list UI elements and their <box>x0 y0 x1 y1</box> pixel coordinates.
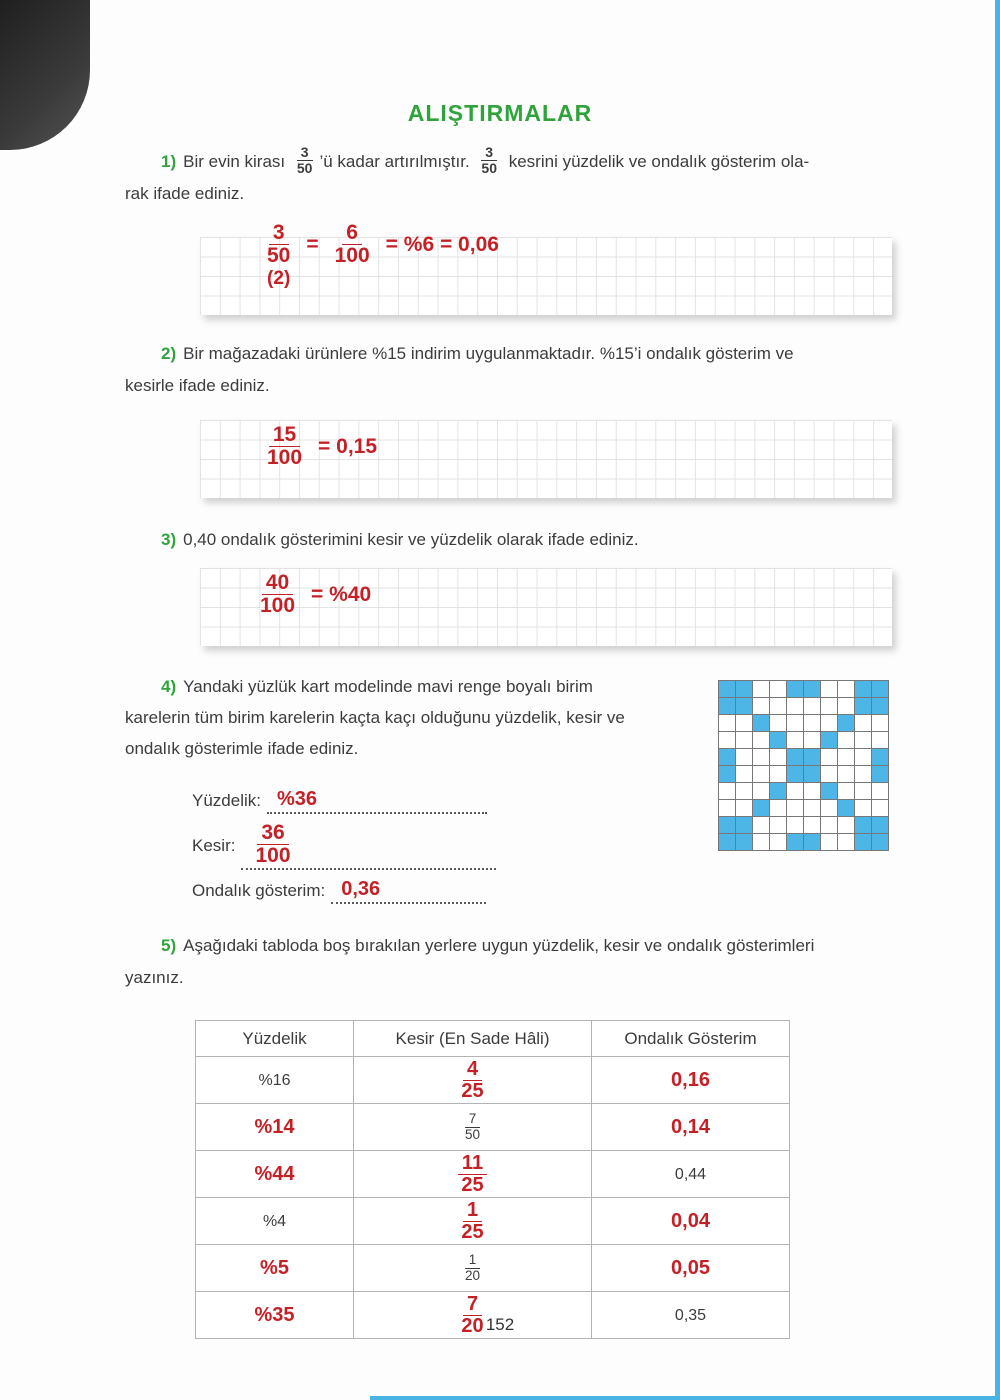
grid-cell-white <box>821 715 838 732</box>
page-curl-shadow <box>0 0 90 150</box>
answer-fraction-6-100: $\frac{6}{100}$ <box>334 221 370 268</box>
cell-yuzdelik: %35 <box>196 1292 354 1339</box>
question-1-text-a: Bir evin kirası <box>183 152 286 171</box>
grid-cell-white <box>855 732 872 749</box>
grid-cell-white <box>838 681 855 698</box>
grid-cell-white <box>753 766 770 783</box>
grid-cell-blue <box>804 766 821 783</box>
grid-cell-white <box>838 732 855 749</box>
grid-cell-blue <box>855 817 872 834</box>
grid-cell-white <box>872 783 889 800</box>
header-yuzdelik: Yüzdelik <box>196 1021 354 1057</box>
header-ondalik: Ondalık Gösterim <box>592 1021 790 1057</box>
question-5-line-1 <box>161 930 925 962</box>
grid-cell-blue <box>736 817 753 834</box>
cell-yuzdelik: %44 <box>196 1151 354 1198</box>
page-edge-right <box>995 0 1000 1400</box>
q4-answer-decimal <box>192 878 486 904</box>
grid-cell-white <box>753 681 770 698</box>
table-row <box>196 1245 790 1292</box>
inline-fraction-3-50-b: $\frac{3}{50}$ <box>481 144 497 177</box>
question-1-line-1 <box>161 146 925 178</box>
grid-cell-white <box>821 681 838 698</box>
grid-cell-blue <box>770 783 787 800</box>
question-1-line-2: rak ifade ediniz. <box>125 184 245 203</box>
page-edge-bottom <box>370 1396 1000 1400</box>
grid-cell-white <box>855 783 872 800</box>
grid-cell-white <box>872 715 889 732</box>
grid-cell-white <box>753 834 770 851</box>
cell-ondalik: 0,04 <box>592 1198 790 1245</box>
cell-kesir <box>354 1198 592 1245</box>
grid-cell-blue <box>719 834 736 851</box>
table-row <box>196 1151 790 1198</box>
question-2-line-2: kesirle ifade ediniz. <box>125 376 270 395</box>
grid-cell-white <box>719 783 736 800</box>
question-5-number: 5) <box>161 936 177 955</box>
grid-cell-blue <box>787 681 804 698</box>
question-4 <box>125 671 705 764</box>
cell-kesir <box>354 1104 592 1151</box>
cell-ondalik: 0,16 <box>592 1057 790 1104</box>
grid-cell-white <box>787 800 804 817</box>
question-3 <box>125 524 925 556</box>
hundred-grid <box>718 680 889 851</box>
grid-cell-blue <box>804 834 821 851</box>
grid-cell-white <box>770 749 787 766</box>
question-4-text-a: Yandaki yüzlük kart modelinde mavi renge boyalı birim <box>183 677 593 696</box>
grid-cell-white <box>753 817 770 834</box>
grid-cell-white <box>787 732 804 749</box>
answer-3 <box>256 572 371 617</box>
cell-yuzdelik: %4 <box>196 1198 354 1245</box>
grid-cell-white <box>770 817 787 834</box>
grid-cell-blue <box>719 817 736 834</box>
grid-cell-white <box>753 732 770 749</box>
answer-fraction-15-100: $\frac{15}{100}$ <box>267 423 303 470</box>
question-1-number: 1) <box>161 152 177 171</box>
q4-percent-value: %36 <box>276 788 318 810</box>
grid-cell-blue <box>872 817 889 834</box>
question-2-number: 2) <box>161 344 177 363</box>
grid-cell-blue <box>753 715 770 732</box>
answer-1 <box>263 221 499 290</box>
grid-cell-white <box>872 800 889 817</box>
grid-cell-blue <box>787 766 804 783</box>
cell-yuzdelik: %14 <box>196 1104 354 1151</box>
cell-ondalik: 0,44 <box>592 1151 790 1198</box>
cell-kesir <box>354 1057 592 1104</box>
grid-cell-blue <box>719 681 736 698</box>
grid-cell-blue <box>787 749 804 766</box>
grid-cell-white <box>804 800 821 817</box>
grid-cell-white <box>787 817 804 834</box>
table-row <box>196 1057 790 1104</box>
grid-cell-blue <box>753 800 770 817</box>
grid-cell-white <box>736 783 753 800</box>
question-3-number: 3) <box>161 530 177 549</box>
expansion-note: (2) <box>267 268 291 290</box>
table-fraction: $\frac{4}{25}$ <box>461 1058 484 1102</box>
question-4-line-3: ondalık gösterimle ifade ediniz. <box>125 739 359 758</box>
grid-cell-white <box>719 800 736 817</box>
grid-cell-white <box>787 698 804 715</box>
inline-fraction-3-50: $\frac{3}{50}$ <box>296 144 313 177</box>
question-4-line-1 <box>161 671 705 702</box>
grid-cell-white <box>770 698 787 715</box>
cell-ondalik: 0,35 <box>592 1292 790 1339</box>
grid-cell-white <box>770 834 787 851</box>
grid-cell-blue <box>821 732 838 749</box>
question-4-number: 4) <box>161 677 177 696</box>
question-4-line-2: karelerin tüm birim karelerin kaçta kaçı olduğunu yüzdelik, kesir ve <box>125 708 625 727</box>
cell-kesir <box>354 1245 592 1292</box>
grid-cell-blue <box>804 749 821 766</box>
grid-cell-white <box>821 766 838 783</box>
grid-cell-white <box>804 732 821 749</box>
grid-cell-white <box>770 800 787 817</box>
grid-cell-blue <box>872 834 889 851</box>
table-fraction: $\frac{11}{25}$ <box>457 1153 487 1195</box>
grid-cell-white <box>736 766 753 783</box>
cell-kesir <box>354 1151 592 1198</box>
q4-answer-fraction <box>192 822 496 870</box>
grid-cell-white <box>821 800 838 817</box>
q5-table-body <box>196 1057 790 1339</box>
q4-answer-percent <box>192 788 487 814</box>
label-yuzdelik: Yüzdelik: <box>192 791 261 810</box>
grid-cell-white <box>787 783 804 800</box>
question-2-line-1 <box>161 338 925 370</box>
grid-cell-white <box>804 698 821 715</box>
grid-cell-white <box>804 715 821 732</box>
grid-cell-blue <box>855 834 872 851</box>
question-1 <box>125 146 925 210</box>
grid-cell-white <box>736 800 753 817</box>
cell-ondalik: 0,14 <box>592 1104 790 1151</box>
answer-2-rest: = 0,15 <box>318 434 378 458</box>
grid-cell-white <box>838 817 855 834</box>
header-row <box>196 1021 790 1057</box>
grid-cell-white <box>753 783 770 800</box>
grid-cell-blue <box>838 715 855 732</box>
cell-yuzdelik: %16 <box>196 1057 354 1104</box>
grid-cell-white <box>855 749 872 766</box>
page-title: ALIŞTIRMALAR <box>407 100 593 126</box>
grid-cell-blue <box>719 698 736 715</box>
grid-cell-white <box>753 749 770 766</box>
question-5 <box>125 930 925 994</box>
table-fraction: $\frac{7}{50}$ <box>464 1110 481 1142</box>
question-5-text-a: Aşağıdaki tabloda boş bırakılan yerlere uygun yüzdelik, kesir ve ondalık gösterimleri <box>183 936 815 955</box>
page-number: 152 <box>485 1315 515 1334</box>
grid-cell-blue <box>736 834 753 851</box>
question-1-text-b: ’ü kadar artırılmıştır. <box>319 152 470 171</box>
equals-sign: = <box>306 232 319 256</box>
q5-table-head <box>196 1021 790 1057</box>
question-2-text-a: Bir mağazadaki ürünlere %15 indirim uygulanmaktadır. %15’i ondalık gösterim ve <box>183 344 794 363</box>
grid-cell-blue <box>770 732 787 749</box>
grid-cell-white <box>719 732 736 749</box>
grid-cell-white <box>770 681 787 698</box>
answer-fraction-3-50: $\frac{3}{50}$ <box>267 221 291 268</box>
grid-cell-blue <box>872 766 889 783</box>
table-row <box>196 1104 790 1151</box>
grid-cell-white <box>855 715 872 732</box>
answer-1-fraction-stack <box>263 221 294 290</box>
grid-cell-white <box>838 698 855 715</box>
grid-cell-white <box>770 715 787 732</box>
question-1-text-c: kesrini yüzdelik ve ondalık gösterim ola- <box>508 152 810 171</box>
grid-cell-white <box>736 732 753 749</box>
grid-cell-blue <box>855 698 872 715</box>
grid-cell-white <box>872 732 889 749</box>
question-2 <box>125 338 925 402</box>
cell-ondalik: 0,05 <box>592 1245 790 1292</box>
q5-table <box>195 1020 790 1339</box>
grid-cell-blue <box>872 749 889 766</box>
cell-yuzdelik: %5 <box>196 1245 354 1292</box>
grid-cell-blue <box>719 766 736 783</box>
grid-cell-blue <box>787 834 804 851</box>
grid-cell-white <box>736 749 753 766</box>
grid-cell-white <box>804 783 821 800</box>
grid-cell-white <box>838 783 855 800</box>
q4-decimal-value: 0,36 <box>341 878 381 900</box>
grid-cell-blue <box>838 800 855 817</box>
header-kesir: Kesir (En Sade Hâli) <box>354 1021 592 1057</box>
label-ondalik: Ondalık gösterim: <box>192 881 326 900</box>
grid-cell-white <box>753 698 770 715</box>
table-fraction: $\frac{1}{20}$ <box>464 1251 481 1283</box>
grid-cell-white <box>821 817 838 834</box>
question-3-text: 0,40 ondalık gösterimini kesir ve yüzdelik olarak ifade ediniz. <box>183 530 639 549</box>
answer-3-rest: = %40 <box>311 582 372 606</box>
grid-cell-white <box>821 834 838 851</box>
table-fraction: $\frac{1}{25}$ <box>461 1199 484 1243</box>
grid-cell-blue <box>821 783 838 800</box>
grid-cell-white <box>838 766 855 783</box>
answer-1-rest: = %6 = 0,06 <box>385 232 499 256</box>
dotted-answer-line <box>267 788 487 814</box>
grid-cell-blue <box>736 681 753 698</box>
table-row <box>196 1198 790 1245</box>
grid-cell-white <box>719 715 736 732</box>
grid-cell-white <box>821 698 838 715</box>
dotted-answer-line <box>241 822 496 870</box>
grid-cell-white <box>821 749 838 766</box>
grid-cell-white <box>787 715 804 732</box>
table-fraction: $\frac{7}{20}$ <box>461 1293 484 1337</box>
grid-cell-blue <box>872 698 889 715</box>
answer-fraction-40-100: $\frac{40}{100}$ <box>260 571 296 618</box>
grid-cell-blue <box>736 698 753 715</box>
question-5-line-2: yazınız. <box>125 968 184 987</box>
grid-cell-white <box>736 715 753 732</box>
dotted-answer-line <box>331 878 486 904</box>
grid-cell-blue <box>855 681 872 698</box>
question-3-line-1 <box>161 524 925 556</box>
answer-2 <box>263 424 377 469</box>
grid-cell-blue <box>872 681 889 698</box>
q4-fraction-value: $\frac{36}{100}$ <box>255 821 291 868</box>
grid-cell-white <box>855 766 872 783</box>
grid-cell-white <box>855 800 872 817</box>
grid-cell-white <box>838 834 855 851</box>
label-kesir: Kesir: <box>192 836 236 856</box>
grid-cell-white <box>804 817 821 834</box>
grid-cell-white <box>838 749 855 766</box>
grid-cell-white <box>770 766 787 783</box>
grid-cell-blue <box>804 681 821 698</box>
grid-cell-blue <box>719 749 736 766</box>
